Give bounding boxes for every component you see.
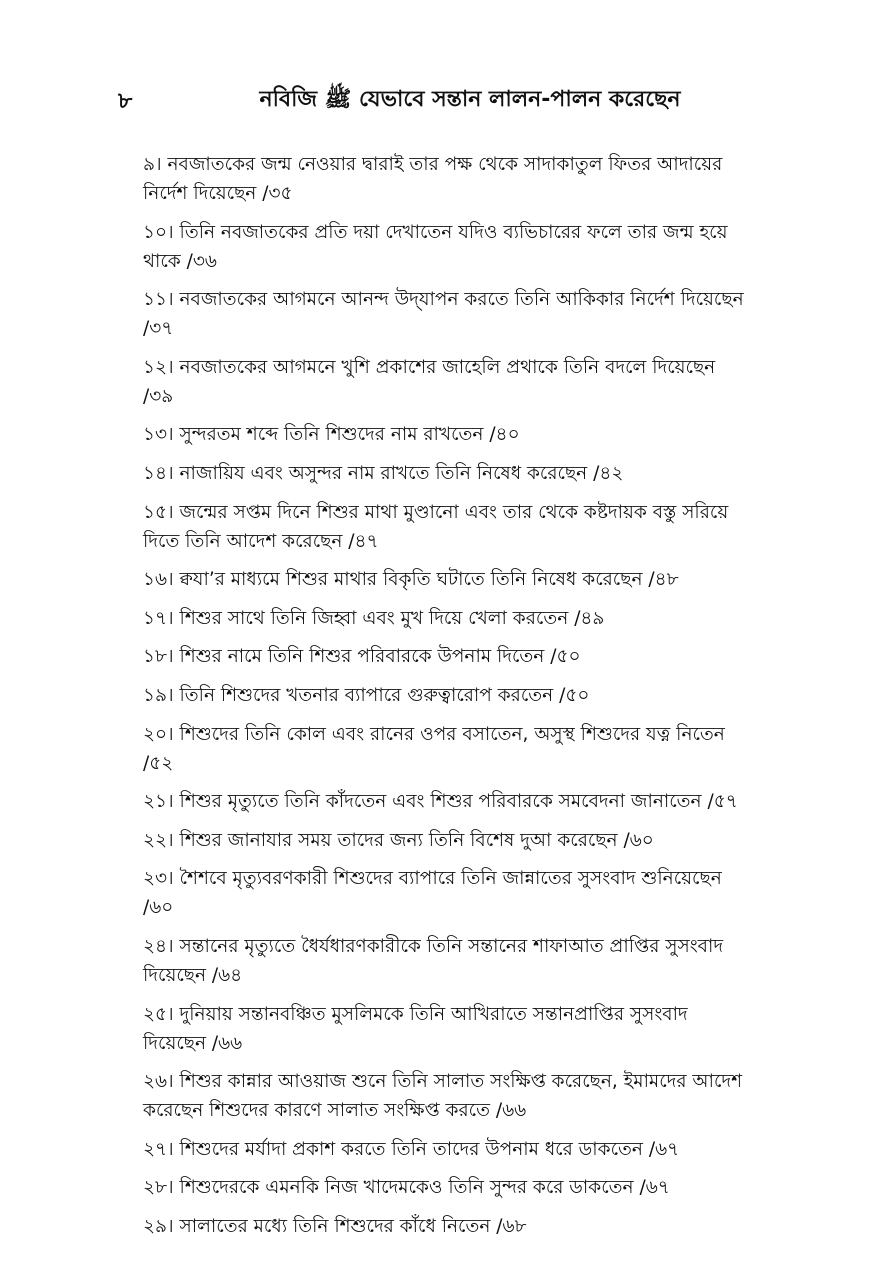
toc-entry-page: /৬৪ [211, 964, 243, 986]
toc-entry-title: ১৪। নাজায়িয এবং অসুন্দর নাম রাখতে তিনি নিষেধ করেছেন [143, 462, 588, 484]
toc-entry-title: ২৭। শিশুদের মর্যাদা প্রকাশ করতে তিনি তাদের উপনাম ধরে ডাকতেন [143, 1138, 643, 1160]
toc-entry-title: ৯। নবজাতকের জন্ম নেওয়ার দ্বারাই তার পক্ষ থেকে সাদাকাতুল ফিতর আদায়ের নির্দেশ দিয়েছেন [143, 154, 723, 204]
toc-entry-page: /৬০ [143, 897, 174, 919]
toc-entry-title: ২১। শিশুর মৃত্যুতে তিনি কাঁদতেন এবং শিশুর পরিবারকে সমবেদনা জানাতেন [143, 791, 702, 813]
toc-entry-title: ২৩। শৈশবে মৃত্যুবরণকারী শিশুদের ব্যাপারে তিনি জান্নাতের সুসংবাদ শুনিয়েছেন [143, 868, 722, 890]
toc-entry-title: ২২। শিশুর জানাযার সময় তাদের জন্য তিনি বিশেষ দুআ করেছেন [143, 829, 618, 851]
toc-entry-page: /৬৬ [495, 1100, 527, 1122]
toc-entry [143, 285, 748, 343]
toc-entry [143, 826, 748, 855]
toc-entry-page: /৬৭ [648, 1138, 680, 1160]
toc-entry-title: ২৫। দুনিয়ায় সন্তানবঞ্চিত মুসলিমকে তিনি আখিরাতে সন্তানপ্রাপ্তির সুসংবাদ দিয়েছেন [143, 1003, 688, 1054]
toc-entry [143, 353, 748, 411]
toc-entry-title: ১২। নবজাতকের আগমনে খুশি প্রকাশের জাহেলি প্রথাকে তিনি বদলে দিয়েছেন [143, 356, 716, 378]
toc-entry-page: /৬৭ [639, 1177, 670, 1199]
toc-entry [143, 864, 748, 922]
toc-entry-page: /৬০ [623, 829, 654, 851]
toc-entry-page: /৫০ [550, 646, 581, 668]
toc-entry [143, 1067, 748, 1125]
toc-entry-page: /৫২ [143, 752, 174, 774]
toc-entry-page: /৪৯ [574, 607, 605, 629]
toc-entry-title: ১৫। জন্মের সপ্তম দিনে শিশুর মাথা মুণ্ডানো এবং তার থেকে কষ্টদায়ক বস্তু সরিয়ে দিতে তিনি আদেশ করেছেন [143, 501, 729, 552]
toc-entry-page: /৪৭ [348, 530, 379, 552]
toc-entry-title: ১৬। ক্বযা’র মাধ্যমে শিশুর মাথার বিকৃতি ঘটাতে তিনি নিষেধ করেছেন [143, 569, 643, 591]
toc-entry-title: ২৯। সালাতের মধ্যে তিনি শিশুদের কাঁধে নিতেন [143, 1215, 491, 1237]
toc-entry-title: ১১। নবজাতকের আগমনে আনন্দ উদ্‌যাপন করতে তিনি আকিকার নির্দেশ দিয়েছেন [143, 289, 744, 311]
toc-entry [143, 932, 748, 990]
toc-entry-page: /৩৯ [143, 385, 174, 407]
toc-entry-title: ১৮। শিশুর নামে তিনি শিশুর পরিবারকে উপনাম দিতেন [143, 646, 545, 668]
toc-entry-title: ২৮। শিশুদেরকে এমনকি নিজ খাদেমকেও তিনি সুন্দর করে ডাকতেন [143, 1177, 634, 1199]
toc-entry [143, 1173, 748, 1202]
toc-entry [143, 642, 748, 671]
table-of-contents [143, 150, 748, 1250]
toc-entry [143, 150, 748, 208]
toc-entry-page: /৬৬ [211, 1032, 243, 1054]
toc-entry-title: ২০। শিশুদের তিনি কোল এবং রানের ওপর বসাতেন, অসুস্থ শিশুদের যত্ন নিতেন [143, 723, 725, 745]
toc-entry-page: /৫০ [559, 684, 590, 706]
toc-entry-page: /৩৬ [186, 250, 217, 272]
toc-entry [143, 218, 748, 276]
toc-entry [143, 1000, 748, 1058]
toc-entry [143, 498, 748, 556]
toc-entry-title: ১৭। শিশুর সাথে তিনি জিহ্বা এবং মুখ দিয়ে খেলা করতেন [143, 607, 569, 629]
toc-entry [143, 720, 748, 778]
toc-entry-page: /৬৮ [496, 1215, 527, 1237]
toc-entry [143, 787, 748, 816]
toc-entry [143, 1135, 748, 1164]
toc-entry [143, 604, 748, 633]
toc-entry-page: /৪৮ [648, 569, 679, 591]
toc-entry-page: /৪২ [593, 462, 624, 484]
toc-entry-title: ২৪। সন্তানের মৃত্যুতে ধৈর্যধারণকারীকে তিনি সন্তানের শাফাআত প্রাপ্তির সুসংবাদ দিয়েছেন [143, 935, 724, 986]
toc-entry-page: /৩৭ [143, 318, 174, 340]
toc-entry-title: ২৬। শিশুর কান্নার আওয়াজ শুনে তিনি সালাত সংক্ষিপ্ত করেছেন, ইমামদের আদেশ করেছেন শিশুদের কারণে সালাত সংক্ষিপ্ত করতে [143, 1071, 743, 1122]
toc-entry-page: /৩৫ [262, 183, 293, 204]
toc-entry [143, 681, 748, 710]
running-title: নবিজি ﷺ যেভাবে সন্তান লালন-পালন করেছেন [259, 87, 681, 112]
toc-entry-title: ১৩। সুন্দরতম শব্দে তিনি শিশুদের নাম রাখতেন [143, 424, 484, 446]
toc-entry-page: /৪০ [489, 424, 520, 446]
toc-entry [143, 420, 748, 449]
toc-entry-page: /৫৭ [707, 791, 738, 813]
toc-entry-title: ১০। তিনি নবজাতকের প্রতি দয়া দেখাতেন যদিও ব্যভিচারের ফলে তার জন্ম হয়ে থাকে [143, 221, 728, 272]
toc-entry [143, 565, 748, 594]
page-header [0, 82, 869, 118]
toc-entry [143, 459, 748, 488]
toc-entry [143, 1212, 748, 1241]
page-number: ৮ [118, 89, 133, 114]
toc-entry-title: ১৯। তিনি শিশুদের খতনার ব্যাপারে গুরুত্বারোপ করতেন [143, 684, 554, 706]
